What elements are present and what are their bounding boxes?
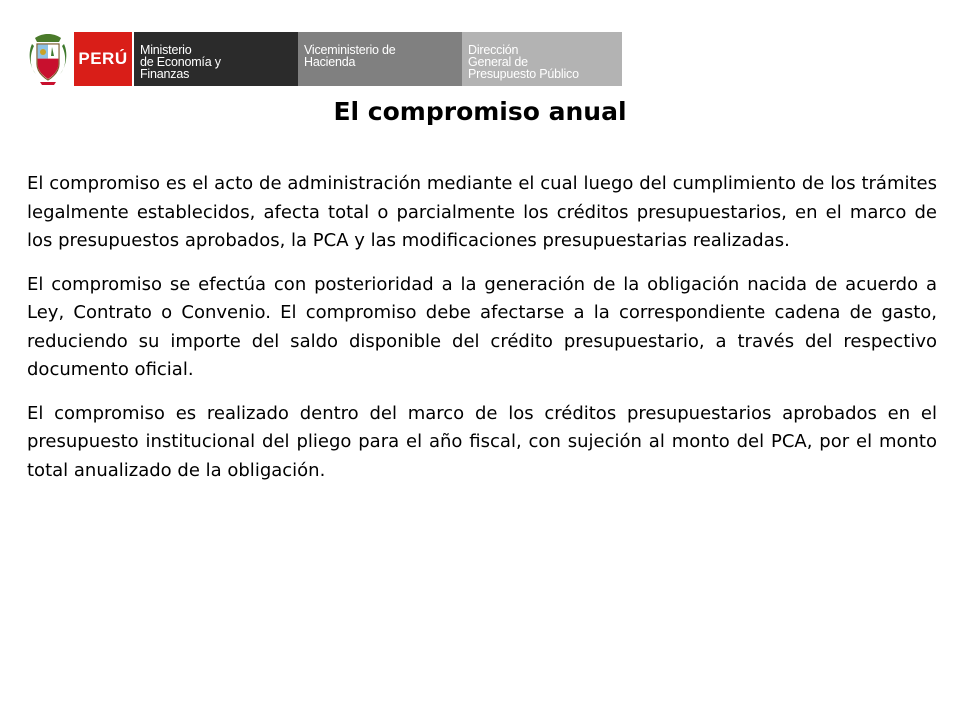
header-segment-viceministerio [298,32,462,86]
segment-text: General de [468,55,528,69]
page-title: El compromiso anual [333,97,627,126]
slide-body [27,170,937,500]
paragraph: El compromiso se efectúa con posterioridad a la generación de la obligación nacida de acuerdo a Ley, Contrato o Convenio. El compromiso debe afectarse a la correspondiente cadena de gasto, reduciendo su importe del saldo disponible del crédito presupuestario, a través del respectivo documento oficial. [27,273,937,380]
segment-text: de Economía y [140,55,221,69]
coat-of-arms-icon [26,32,70,86]
segment-text: Dirección [468,43,519,57]
government-header [26,32,622,86]
segment-text: Finanzas [140,67,190,81]
segment-text: Viceministerio de [304,43,396,57]
paragraph: El compromiso es el acto de administración mediante el cual luego del cumplimiento de los trámites legalmente establecidos, afecta total o parcialmente los créditos presupuestarios, en el marco de los presupuestos aprobados, la PCA y las modificaciones presupuestarias realizadas. [27,173,937,251]
peru-label: PERÚ [74,32,132,86]
segment-text: Presupuesto Público [468,67,579,81]
segment-text: Hacienda [304,55,356,69]
header-segment-direccion [462,32,622,86]
header-segment-ministerio [134,32,298,86]
paragraph: El compromiso es realizado dentro del marco de los créditos presupuestarios aprobados en el presupuesto institucional del pliego para el año fiscal, con sujeción al monto del PCA, por el monto total anualizado de la obligación. [27,402,937,481]
segment-text: Ministerio [140,43,192,57]
